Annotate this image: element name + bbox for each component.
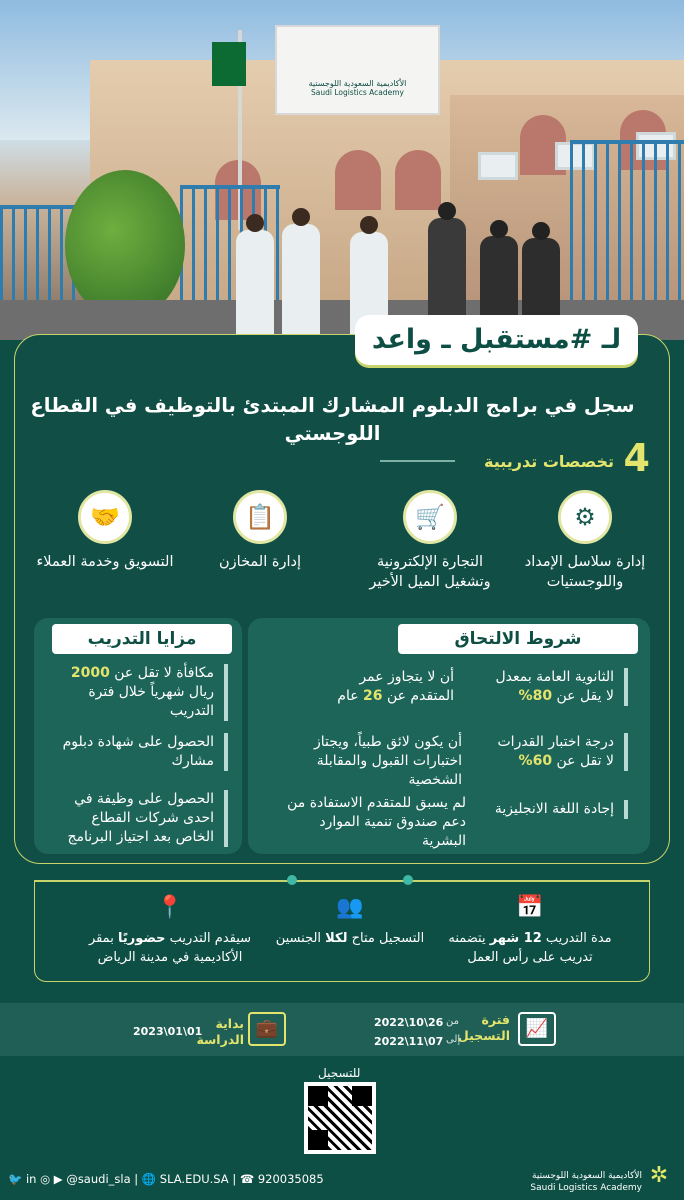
growth-chart-icon: 📈 [518, 1012, 556, 1046]
study-start-label: بداية الدراسة [196, 1016, 244, 1047]
tree [65, 170, 185, 320]
academy-logo-icon: ✲ [649, 1163, 669, 1188]
condition-item: درجة اختبار القدرات لا تقل عن 60% [488, 733, 628, 771]
registration-period-label: فترة التسجيل [457, 1012, 510, 1043]
benefits-title: مزايا التدريب [52, 624, 232, 654]
social-icons: 🐦 in ◎ ▶ [8, 1172, 63, 1186]
briefcase-icon: 💼 [248, 1012, 286, 1046]
users-icon: 👥 [336, 895, 364, 920]
warehouse-icon: 📋 [233, 490, 287, 544]
condition-item: إجادة اللغة الانجليزية [488, 800, 628, 819]
specialization-warehouse: 📋 إدارة المخازن [185, 490, 335, 572]
website-link[interactable]: SLA.EDU.SA [159, 1172, 229, 1186]
condition-item: أن يكون لائق طبياً، ويجتاز اختبارات القبول والمقابلة الشخصية [314, 734, 462, 788]
academy-sign: الأكاديمية السعودية اللوجستية Saudi Logistics Academy [275, 25, 440, 115]
info-duration: 📅 مدة التدريب 12 شهر يتضمنه تدريب على رأس العمل [448, 895, 612, 965]
specializations-header [380, 436, 650, 480]
info-gender: 👥 التسجيل متاح لكلا الجنسين [275, 895, 425, 946]
registration-to-date: 2022\11\07 [374, 1035, 444, 1048]
calendar-icon: 📅 [516, 895, 544, 920]
specializations-count: 4 [623, 436, 650, 480]
location-pin-icon: 📍 [156, 895, 184, 920]
specialization-marketing: 🤝 التسويق وخدمة العملاء [30, 490, 180, 572]
hashtag-banner: لـ #مستقبل ـ واعد [355, 315, 638, 365]
specialization-supply-chain: ⚙ إدارة سلاسل الإمداد واللوجستيات [510, 490, 660, 592]
conditions-title: شروط الالتحاق [398, 624, 638, 654]
phone-number[interactable]: 920035085 [257, 1172, 324, 1186]
footer [0, 1165, 684, 1200]
condition-item: الثانوية العامة بمعدل لا يقل عن 80% [488, 668, 628, 706]
info-location: 📍 سيقدم التدريب حضوريًا بمقر الأكاديمية في مدينة الرياض [88, 895, 252, 965]
supply-chain-icon: ⚙ [558, 490, 612, 544]
condition-item: لم يسبق للمتقدم الاستفادة من دعم صندوق تنمية الموارد البشرية [287, 795, 466, 849]
contact-info: 🐦 in ◎ ▶ @saudi_sla | 🌐 SLA.EDU.SA | ☎ 920035085 [8, 1172, 324, 1186]
customer-service-icon: 🤝 [78, 490, 132, 544]
divider [380, 460, 455, 462]
study-start-date: 2023\01\01 [133, 1025, 203, 1038]
qr-code[interactable] [304, 1082, 376, 1154]
benefit-item: مكافأة لا تقل عن 2000 ريال شهرياً خلال فترة التدريب [56, 664, 228, 721]
social-handle[interactable]: @saudi_sla [66, 1172, 131, 1186]
academy-name: الأكاديمية السعودية اللوجستية Saudi Logistics Academy [530, 1171, 642, 1193]
dates-strip [0, 1003, 684, 1056]
flag [212, 42, 246, 86]
ecommerce-icon: 🛒 [403, 490, 457, 544]
condition-item: أن لا يتجاوز عمر المتقدم عن 26 عام [337, 669, 454, 704]
register-label: للتسجيل [318, 1066, 361, 1080]
benefit-item: الحصول على شهادة دبلوم مشارك [56, 733, 228, 771]
registration-from-date: 2022\10\26 [374, 1016, 444, 1029]
specializations-title: تخصصات تدريبية [484, 452, 614, 471]
hero-photo [0, 0, 684, 340]
headline: سجل في برامج الدبلوم المشارك المبتدئ بالتوظيف في القطاع اللوجستي [30, 394, 635, 445]
specialization-ecommerce: 🛒 التجارة الإلكترونية وتشغيل الميل الأخير [355, 490, 505, 592]
benefit-item: الحصول على وظيفة في احدى شركات القطاع الخاص بعد اجتياز البرنامج [56, 790, 228, 847]
